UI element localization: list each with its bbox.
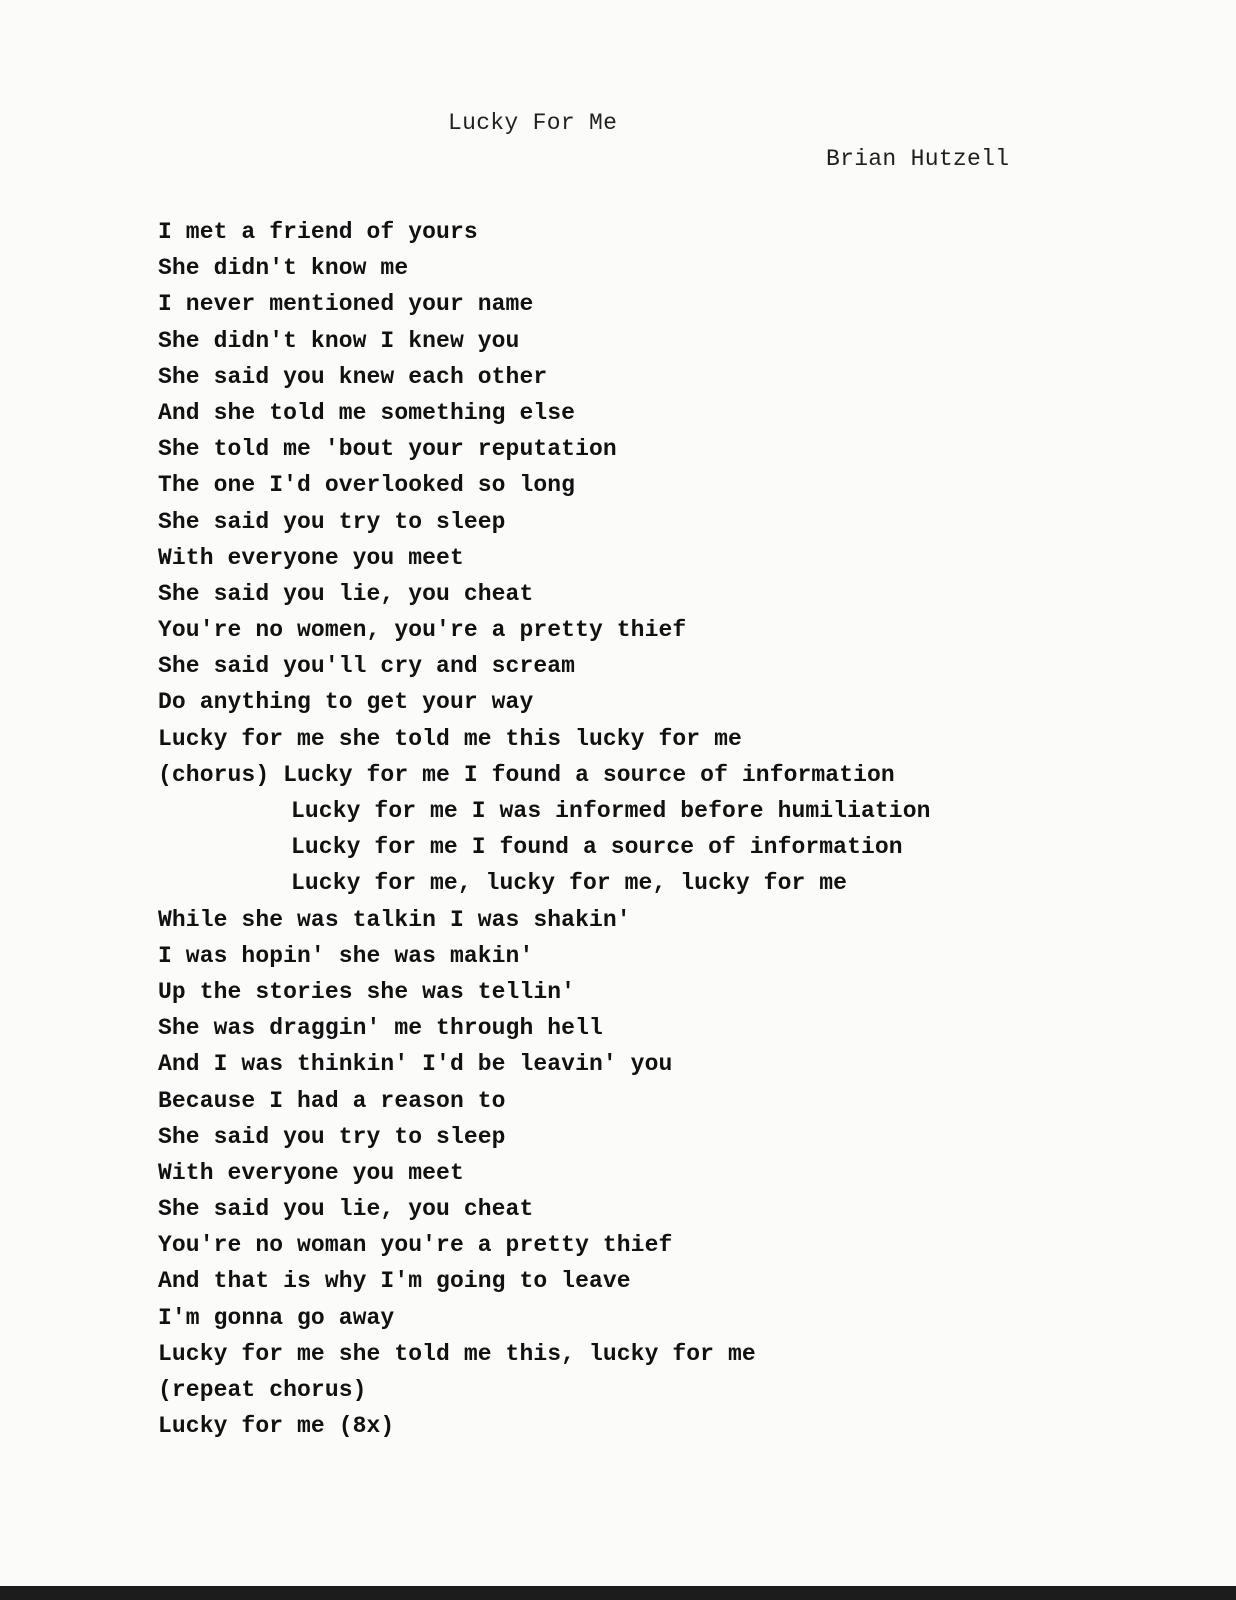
lyric-line: Lucky for me she told me this, lucky for me [158, 1340, 756, 1367]
lyric-line: Lucky for me she told me this lucky for me [158, 725, 742, 752]
lyric-line: She didn't know me [158, 255, 409, 282]
lyric-line: I was hopin' she was makin' [158, 942, 534, 969]
lyric-line: Lucky for me, lucky for me, lucky for me [291, 870, 848, 897]
lyric-line: (chorus) Lucky for me I found a source of information [158, 761, 895, 788]
lyric-line: She said you lie, you cheat [158, 1196, 534, 1223]
lyric-line: She said you try to sleep [158, 508, 506, 535]
lyric-line: Lucky for me (8x) [158, 1413, 395, 1440]
lyric-line: I met a friend of yours [158, 219, 478, 245]
lyric-line: I never mentioned your name [158, 291, 534, 318]
lyric-line: (repeat chorus) [158, 1377, 367, 1403]
lyric-line: With everyone you meet [158, 544, 464, 571]
lyrics-list [158, 220, 931, 1450]
lyric-line: And she told me something else [158, 399, 576, 426]
lyric-line: She didn't know I knew you [158, 327, 520, 354]
lyric-line: Lucky for me I was informed before humiliation [291, 798, 931, 824]
lyric-line: And that is why I'm going to leave [158, 1268, 631, 1295]
lyric-line: You're no woman you're a pretty thief [158, 1232, 673, 1259]
lyric-line: She said you try to sleep [158, 1123, 506, 1150]
lyric-line: With everyone you meet [158, 1159, 464, 1186]
scan-bottom-edge [0, 1586, 1236, 1600]
lyric-line: She said you lie, you cheat [158, 580, 534, 607]
lyric-line: You're no women, you're a pretty thief [158, 617, 687, 644]
lyric-line: She said you knew each other [158, 363, 548, 390]
lyric-line: While she was talkin I was shakin' [158, 906, 631, 933]
lyric-line: The one I'd overlooked so long [158, 472, 576, 499]
lyric-line: She said you'll cry and scream [158, 653, 576, 680]
lyric-line: Because I had a reason to [158, 1087, 506, 1114]
lyric-line: And I was thinkin' I'd be leavin' you [158, 1051, 673, 1078]
author-name: Brian Hutzell [826, 146, 1010, 172]
lyric-line: Up the stories she was tellin' [158, 978, 576, 1005]
lyric-line: Lucky for me I found a source of information [291, 834, 903, 861]
lyric-line: Do anything to get your way [158, 689, 534, 716]
lyric-line: I'm gonna go away [158, 1304, 395, 1331]
song-title: Lucky For Me [448, 110, 618, 136]
lyric-line: She was draggin' me through hell [158, 1015, 603, 1042]
lyric-line: She told me 'bout your reputation [158, 436, 617, 463]
